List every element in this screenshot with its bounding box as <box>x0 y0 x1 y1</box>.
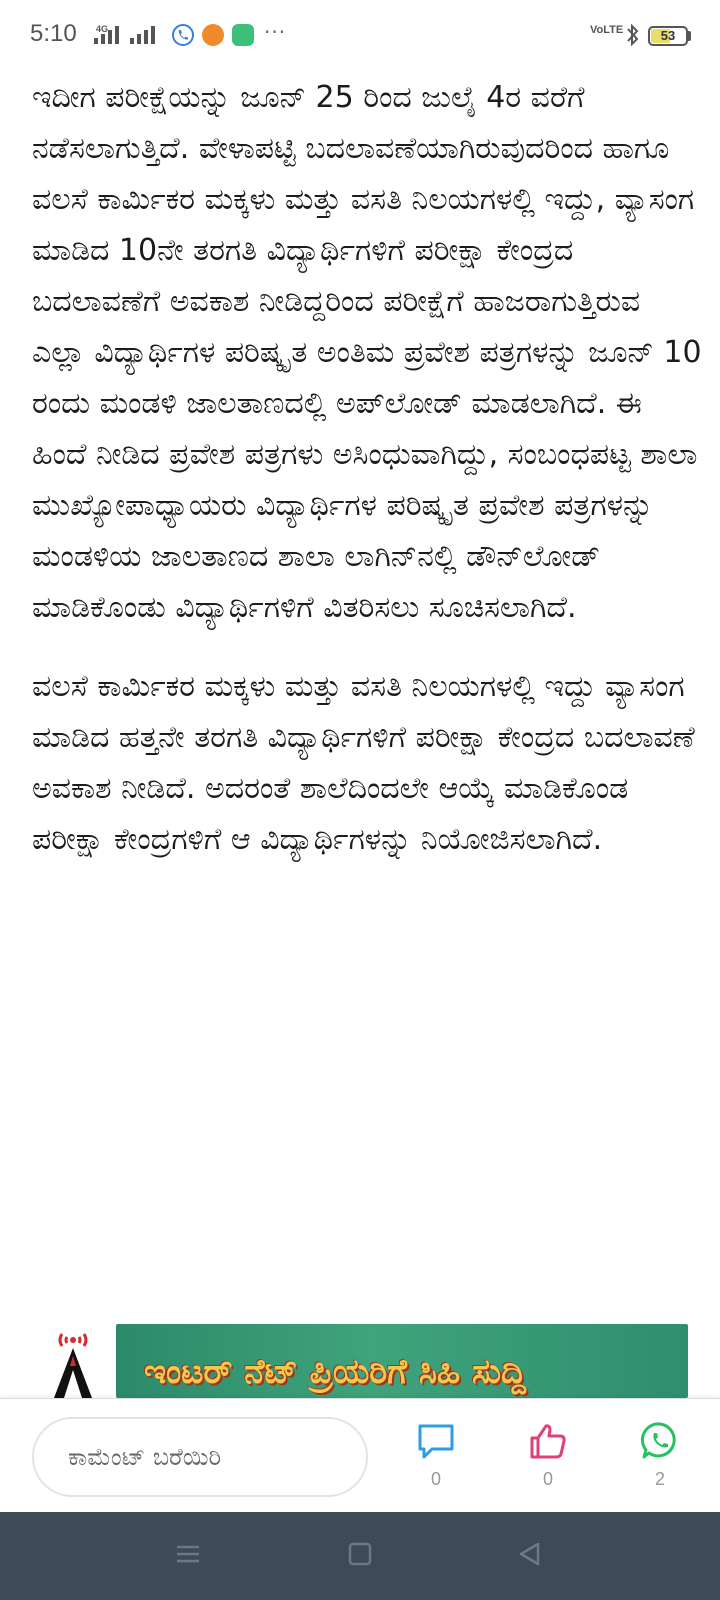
news-banner[interactable] <box>0 1318 720 1398</box>
signal-icon-2 <box>130 26 155 44</box>
comment-button[interactable] <box>406 1421 466 1490</box>
network-type: 4G <box>96 24 109 34</box>
comment-input[interactable]: ಕಾಮೆಂಟ್ ಬರೆಯಿರಿ <box>32 1417 368 1497</box>
signal-icon <box>94 26 119 44</box>
comment-count: 0 <box>430 1469 441 1489</box>
article-paragraph: ಇದೀಗ ಪರೀಕ್ಷೆಯನ್ನು ಜೂನ್ 25 ರಿಂದ ಜುಲೈ 4ರ ವರೆಗೆ ನಡೆಸಲಾಗುತ್ತಿದೆ. ವೇಳಾಪಟ್ಟಿ ಬದಲಾವಣೆಯಾಗಿರುವುದರಿಂದ ಹಾಗೂ ವಲಸೆ ಕಾರ್ಮಿಕರ ಮಕ್ಕಳು ಮತ್ತು ವಸತಿ ನಿಲಯಗಳಲ್ಲಿ ಇದ್ದು, ವ್ಯಾಸಂಗ ಮಾಡಿದ 10ನೇ ತರಗತಿ ವಿದ್ಯಾರ್ಥಿಗಳಿಗೆ ಪರೀಕ್ಷಾ ಕೇಂದ್ರದ ಬದಲಾವಣೆಗೆ ಅವಕಾಶ ನೀಡಿದ್ದರಿಂದ ಪರೀಕ್ಷೆಗೆ ಹಾಜರಾಗುತ್ತಿರುವ ಎಲ್ಲಾ ವಿದ್ಯಾರ್ಥಿಗಳ ಪರಿಷ್ಕೃತ ಅಂತಿಮ ಪ್ರವೇಶ ಪತ್ರಗಳನ್ನು ಜೂನ್ 10 ರಂದು ಮಂಡಳಿ ಜಾಲತಾಣದಲ್ಲಿ ಅಪ್‌ಲೋಡ್ ಮಾಡಲಾಗಿದೆ. ಈ ಹಿಂದೆ ನೀಡಿದ ಪ್ರವೇಶ ಪತ್ರಗಳು ಅಸಿಂಧುವಾಗಿದ್ದು, ಸಂಬಂಧಪಟ್ಟ ಶಾಲಾ ಮುಖ್ಯೋಪಾಧ್ಯಾಯರು ವಿದ್ಯಾರ್ಥಿಗಳ ಪರಿಷ್ಕೃತ ಪ್ರವೇಶ ಪತ್ರಗಳನ್ನು ಮಂಡಳಿಯ ಜಾಲತಾಣದ ಶಾಲಾ ಲಾಗಿನ್‌ನಲ್ಲಿ ಡೌನ್‌ಲೋಡ್ ಮಾಡಿಕೊಂಡು ವಿದ್ಯಾರ್ಥಿಗಳಿಗೆ ವಿತರಿಸಲು ಸೂಚಿಸಲಾಗಿದೆ. <box>32 80 702 625</box>
orange-app-icon <box>202 24 224 46</box>
more-notifications: ··· <box>264 20 287 44</box>
banner-strip <box>116 1324 688 1398</box>
battery-icon <box>648 26 688 46</box>
banner-headline: ಇಂಟರ್ ನೆಟ್ ಪ್ರಿಯರಿಗೆ ಸಿಹಿ ಸುದ್ದಿ <box>144 1352 527 1392</box>
like-count: 0 <box>542 1469 553 1489</box>
wechat-app-icon <box>232 24 254 46</box>
comment-icon <box>416 1421 456 1461</box>
battery-level: 53 <box>660 28 676 43</box>
article-paragraph: ವಲಸೆ ಕಾರ್ಮಿಕರ ಮಕ್ಕಳು ಮತ್ತು ವಸತಿ ನಿಲಯಗಳಲ್ಲಿ ಇದ್ದು ವ್ಯಾಸಂಗ ಮಾಡಿದ ಹತ್ತನೇ ತರಗತಿ ವಿದ್ಯಾರ್ಥಿಗಳಿಗೆ ಪರೀಕ್ಷಾ ಕೇಂದ್ರದ ಬದಲಾವಣೆ ಅವಕಾಶ ನೀಡಿದೆ. ಅದರಂತೆ ಶಾಲೆದಿಂದಲೇ ಆಯ್ಕೆ ಮಾಡಿಕೊಂಡ ಪರೀಕ್ಷಾ ಕೇಂದ್ರಗಳಿಗೆ ಆ ವಿದ್ಯಾರ್ಥಿಗಳನ್ನು ನಿಯೋಜಿಸಲಾಗಿದೆ. <box>32 669 695 857</box>
whatsapp-icon <box>640 1421 680 1461</box>
bluetooth-icon <box>626 22 640 48</box>
status-bar <box>0 0 720 60</box>
channel-logo-icon <box>50 1326 96 1398</box>
like-button[interactable] <box>518 1421 578 1490</box>
volte-label: VoLTE <box>590 24 624 36</box>
back-icon[interactable] <box>516 1540 544 1568</box>
battery-tip <box>688 31 691 41</box>
phone-app-icon <box>172 24 194 46</box>
whatsapp-share-button[interactable] <box>630 1421 690 1490</box>
share-count: 2 <box>654 1469 665 1489</box>
article-action-bar <box>0 1398 720 1512</box>
article-body <box>32 72 702 865</box>
home-icon[interactable] <box>346 1540 374 1568</box>
system-nav-bar <box>0 1512 720 1600</box>
status-time: 5:10 <box>30 20 77 47</box>
menu-icon[interactable] <box>174 1540 202 1568</box>
thumbs-up-icon <box>528 1421 568 1461</box>
